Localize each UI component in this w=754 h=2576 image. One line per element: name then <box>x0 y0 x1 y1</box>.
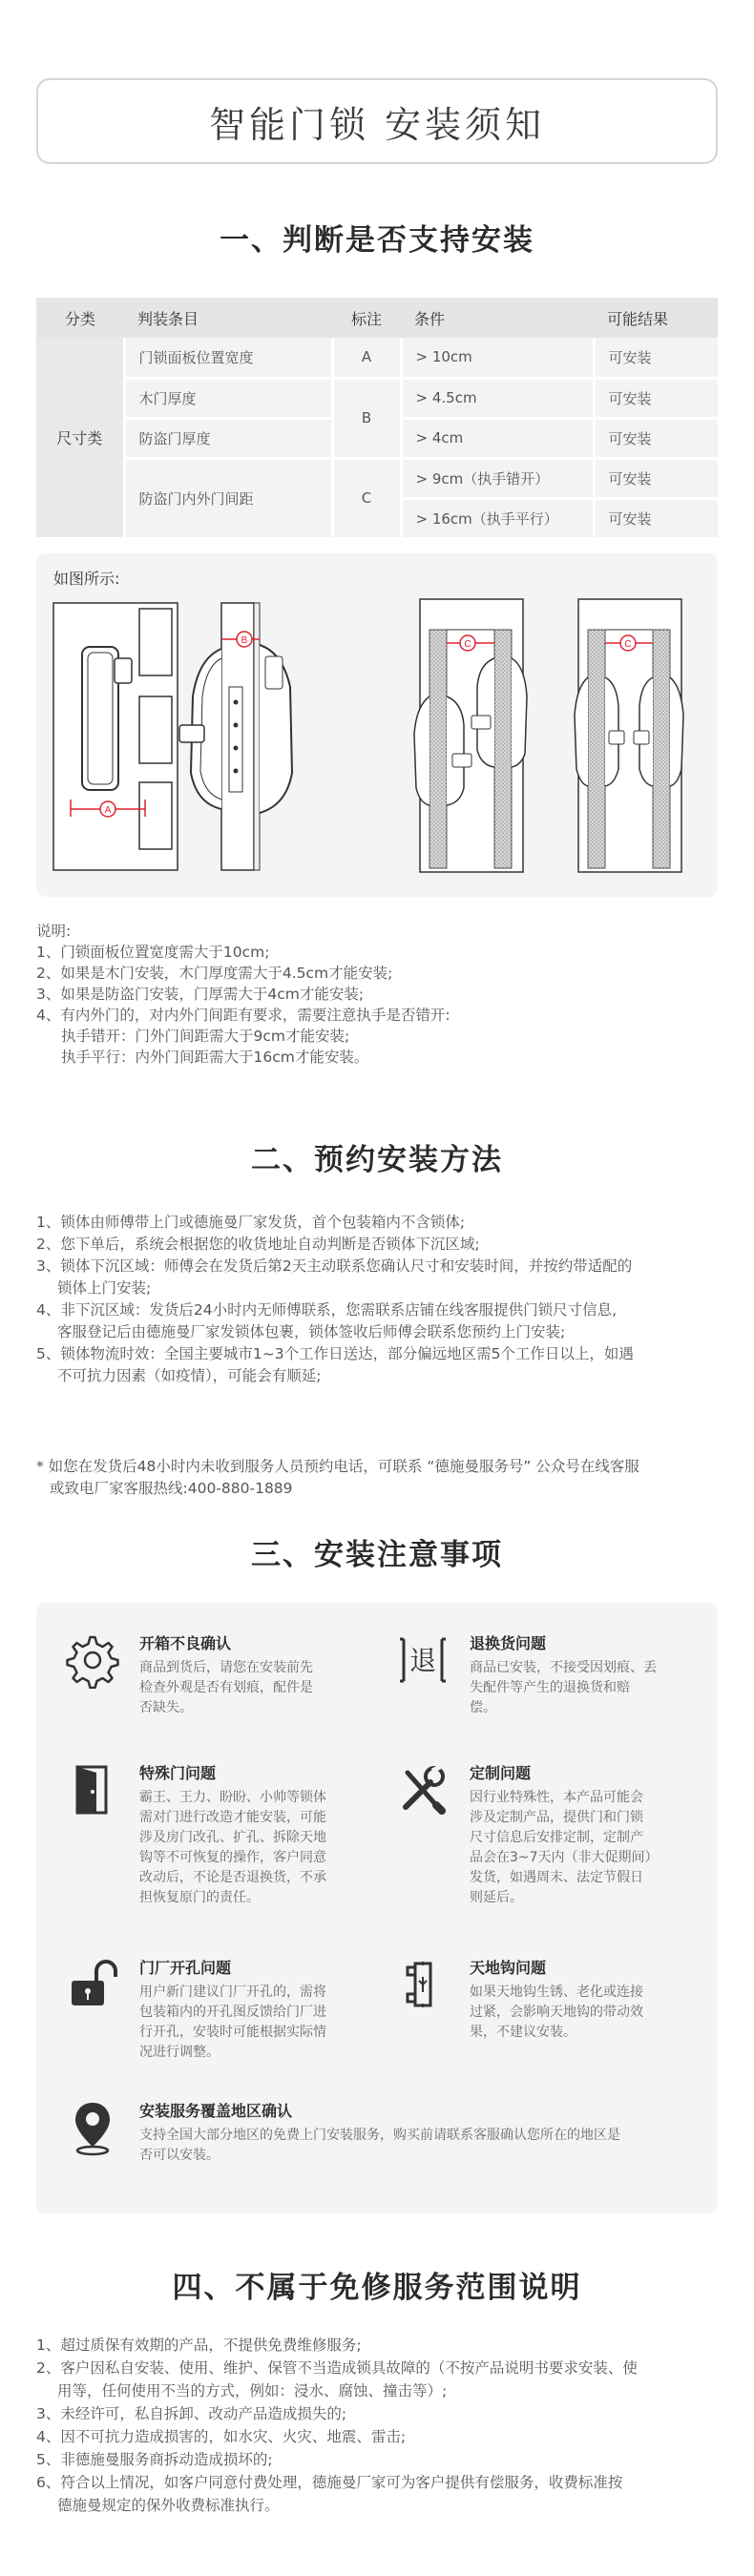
header-condition: 条件 <box>401 298 594 338</box>
mark-cell: B <box>332 378 401 458</box>
step-line: 4、非下沉区域：发货后24小时内无师傅联系，您需联系店铺在线客服提供门锁尺寸信息, <box>36 1301 618 1319</box>
step-line: 不可抗力因素（如疫情），可能会有顺延; <box>57 1367 322 1384</box>
card-body <box>470 1788 659 1908</box>
note-line: 执手平行：内外门间距需大于16cm才能安装。 <box>61 1049 369 1066</box>
card-line: 品会在3~7天内（非大促期间） <box>470 1850 659 1865</box>
hook-icon <box>389 1956 456 2023</box>
list-item: 6、符合以上情况，如客户同意付费处理，德施曼厂家可为客户提供有偿服务，收费标准按 <box>36 2474 623 2491</box>
door-icon <box>59 1761 126 1828</box>
card-line: 否可以安装。 <box>139 2148 220 2163</box>
card-line: 则延后。 <box>470 1890 523 1905</box>
marker-c2: C <box>624 639 632 650</box>
card-line: 发货，如遇周末、法定节假日 <box>470 1870 643 1885</box>
result-cell: 可安装 <box>594 458 718 498</box>
section2-steps <box>36 1212 718 1387</box>
section4-list <box>36 2334 718 2517</box>
svg-text:退: 退 <box>408 1645 437 1676</box>
header-mark: 标注 <box>332 298 401 338</box>
return-icon <box>389 1631 456 1698</box>
header-result: 可能结果 <box>594 298 718 338</box>
card-line: 偿。 <box>470 1700 496 1715</box>
note-line: 4、有内外门的，对内外门间距有要求，需要注意执手是否错开: <box>36 1007 450 1024</box>
location-icon <box>59 2099 126 2166</box>
card-title: 定制问题 <box>470 1764 532 1782</box>
mark-cell: A <box>332 338 401 378</box>
footnote-line: * 如您在发货后48小时内未收到服务人员预约电话，可联系 “德施曼服务号” 公众号在线客服 <box>36 1458 639 1475</box>
card-line: 涉及定制产品，提供门和门锁 <box>470 1810 643 1825</box>
notice-cards-panel <box>36 1603 718 2213</box>
card-line: 需对门进行改造才能安装，可能 <box>139 1810 326 1825</box>
list-item: 4、因不可抗力造成损害的，如水灾、火灾、地震、雷击; <box>36 2428 407 2445</box>
card-line: 商品到货后，请您在安装前先 <box>139 1660 313 1675</box>
list-item: 德施曼规定的保外收费标准执行。 <box>57 2497 280 2514</box>
list-item: 3、未经许可，私自拆卸、改动产品造成损失的; <box>36 2405 347 2422</box>
requirements-table <box>36 298 718 540</box>
card-body <box>139 2126 620 2166</box>
card-line: 失配件等产生的退换货和赔 <box>470 1680 630 1695</box>
table-header-row <box>36 298 718 338</box>
card-line: 霸王、王力、盼盼、小帅等锁体 <box>139 1790 326 1805</box>
door-side-figure <box>179 603 292 870</box>
double-door-parallel-figure <box>575 599 683 872</box>
item-cell: 木门厚度 <box>124 378 332 418</box>
condition-cell: > 16cm（执手平行） <box>401 498 594 538</box>
item-cell: 门锁面板位置宽度 <box>124 338 332 378</box>
card-line: 否缺失。 <box>139 1700 193 1715</box>
page-title: 智能门锁 安装须知 <box>208 103 546 146</box>
card-line: 尺寸信息后安排定制，定制产 <box>470 1830 643 1845</box>
header-category: 分类 <box>36 298 124 338</box>
card-body <box>470 1983 643 2043</box>
list-item: 用等，任何使用不当的方式，例如：浸水、腐蚀、撞击等）; <box>57 2382 448 2399</box>
card-title: 特殊门问题 <box>139 1764 217 1782</box>
footnote-line: 或致电厂家客服热线:400-880-1889 <box>50 1480 293 1497</box>
card-body <box>139 1788 326 1908</box>
service-footnote <box>36 1456 718 1500</box>
card-line: 行开孔，安装时可能根据实际情 <box>139 2025 326 2040</box>
card-line: 钩等不可恢复的操作，客户同意 <box>139 1850 326 1865</box>
tools-icon <box>389 1761 456 1828</box>
marker-c1: C <box>464 639 471 650</box>
unlock-icon <box>59 1956 126 2023</box>
double-door-offset-figure <box>414 599 527 872</box>
step-line: 1、锁体由师傅带上门或德施曼厂家发货，首个包装箱内不含锁体; <box>36 1214 466 1231</box>
card-title: 退换货问题 <box>470 1634 547 1652</box>
condition-cell: > 4cm <box>401 418 594 458</box>
result-cell: 可安装 <box>594 378 718 418</box>
note-line: 执手错开：门外门间距需大于9cm才能安装; <box>61 1028 350 1045</box>
note-line: 2、如果是木门安装，木门厚度需大于4.5cm才能安装; <box>36 965 393 982</box>
card-line: 过紧，会影响天地钩的带动效 <box>470 2005 643 2020</box>
card-body <box>139 1983 326 2063</box>
card-title: 开箱不良确认 <box>139 1634 232 1652</box>
note-line: 3、如果是防盗门安装，门厚需大于4cm才能安装; <box>36 986 365 1003</box>
card-line: 因行业特殊性，本产品可能会 <box>470 1790 643 1805</box>
card-line: 改动后，不论是否退换货，不承 <box>139 1870 326 1885</box>
marker-b: B <box>241 635 248 646</box>
section1-heading: 一、判断是否支持安装 <box>220 223 534 258</box>
step-line: 5、锁体物流时效：全国主要城市1~3个工作日送达，部分偏远地区需5个工作日以上，如遇 <box>36 1345 634 1362</box>
category-cell: 尺寸类 <box>36 338 124 538</box>
step-line: 2、您下单后，系统会根据您的收货地址自动判断是否锁体下沉区域; <box>36 1236 480 1253</box>
door-front-figure <box>53 603 178 870</box>
card-body <box>470 1658 657 1718</box>
list-item: 2、客户因私自安装、使用、维护、保管不当造成锁具故障的（不按产品说明书要求安装、使 <box>36 2359 638 2377</box>
condition-cell: > 10cm <box>401 338 594 378</box>
card-line: 担恢复原门的责任。 <box>139 1890 260 1905</box>
step-line: 锁体上门安装; <box>57 1279 152 1297</box>
header-item: 判装条目 <box>124 298 332 338</box>
card-line: 商品已安装，不接受因划痕、丢 <box>470 1660 657 1675</box>
section4-heading: 四、不属于免修服务范围说明 <box>172 2271 582 2305</box>
section3-heading: 三、安装注意事项 <box>251 1538 503 1572</box>
title-box <box>36 78 718 164</box>
lock-diagram <box>36 553 718 897</box>
step-line: 客服登记后由德施曼厂家发锁体包裹，锁体签收后师傅会联系您预约上门安装; <box>57 1323 566 1340</box>
card-title: 天地钩问题 <box>470 1959 547 1977</box>
marker-a: A <box>104 805 112 816</box>
lock-diagram-panel <box>36 553 718 897</box>
card-line: 检查外观是否有划痕，配件是 <box>139 1680 313 1695</box>
card-line: 如果天地钩生锈、老化或连接 <box>470 1984 643 2000</box>
table-row <box>36 458 718 498</box>
card-line: 况进行调整。 <box>139 2045 220 2060</box>
section2-heading: 二、预约安装方法 <box>251 1143 503 1177</box>
note-line: 说明: <box>36 923 72 940</box>
card-line: 支持全国大部分地区的免费上门安装服务，购买前请联系客服确认您所在的地区是 <box>139 2128 620 2143</box>
card-line: 果，不建议安装。 <box>470 2025 576 2040</box>
card-line: 涉及房门改孔、扩孔、拆除天地 <box>139 1830 326 1845</box>
gear-icon <box>59 1631 126 1698</box>
item-cell: 防盗门厚度 <box>124 418 332 458</box>
section1-notes <box>36 921 718 1068</box>
condition-cell: > 4.5cm <box>401 378 594 418</box>
card-title: 门厂开孔问题 <box>139 1959 232 1977</box>
list-item: 5、非德施曼服务商拆动造成损坏的; <box>36 2451 273 2468</box>
mark-cell: C <box>332 458 401 538</box>
card-title: 安装服务覆盖地区确认 <box>139 2102 293 2120</box>
result-cell: 可安装 <box>594 498 718 538</box>
table-row <box>36 378 718 418</box>
note-line: 1、门锁面板位置宽度需大于10cm; <box>36 944 270 961</box>
card-body <box>139 1658 313 1718</box>
table-row <box>36 338 718 378</box>
result-cell: 可安装 <box>594 338 718 378</box>
diagram-label: 如图所示: <box>53 570 120 588</box>
condition-cell: > 9cm（执手错开） <box>401 458 594 498</box>
list-item: 1、超过质保有效期的产品，不提供免费维修服务; <box>36 2337 362 2354</box>
item-cell: 防盗门内外门间距 <box>124 458 332 538</box>
result-cell: 可安装 <box>594 418 718 458</box>
card-line: 包装箱内的开孔图反馈给门厂进 <box>139 2005 326 2020</box>
step-line: 3、锁体下沉区域：师傅会在发货后第2天主动联系您确认尺寸和安装时间，并按约带适配的 <box>36 1257 633 1275</box>
card-line: 用户新门建议门厂开孔的，需将 <box>139 1984 326 2000</box>
